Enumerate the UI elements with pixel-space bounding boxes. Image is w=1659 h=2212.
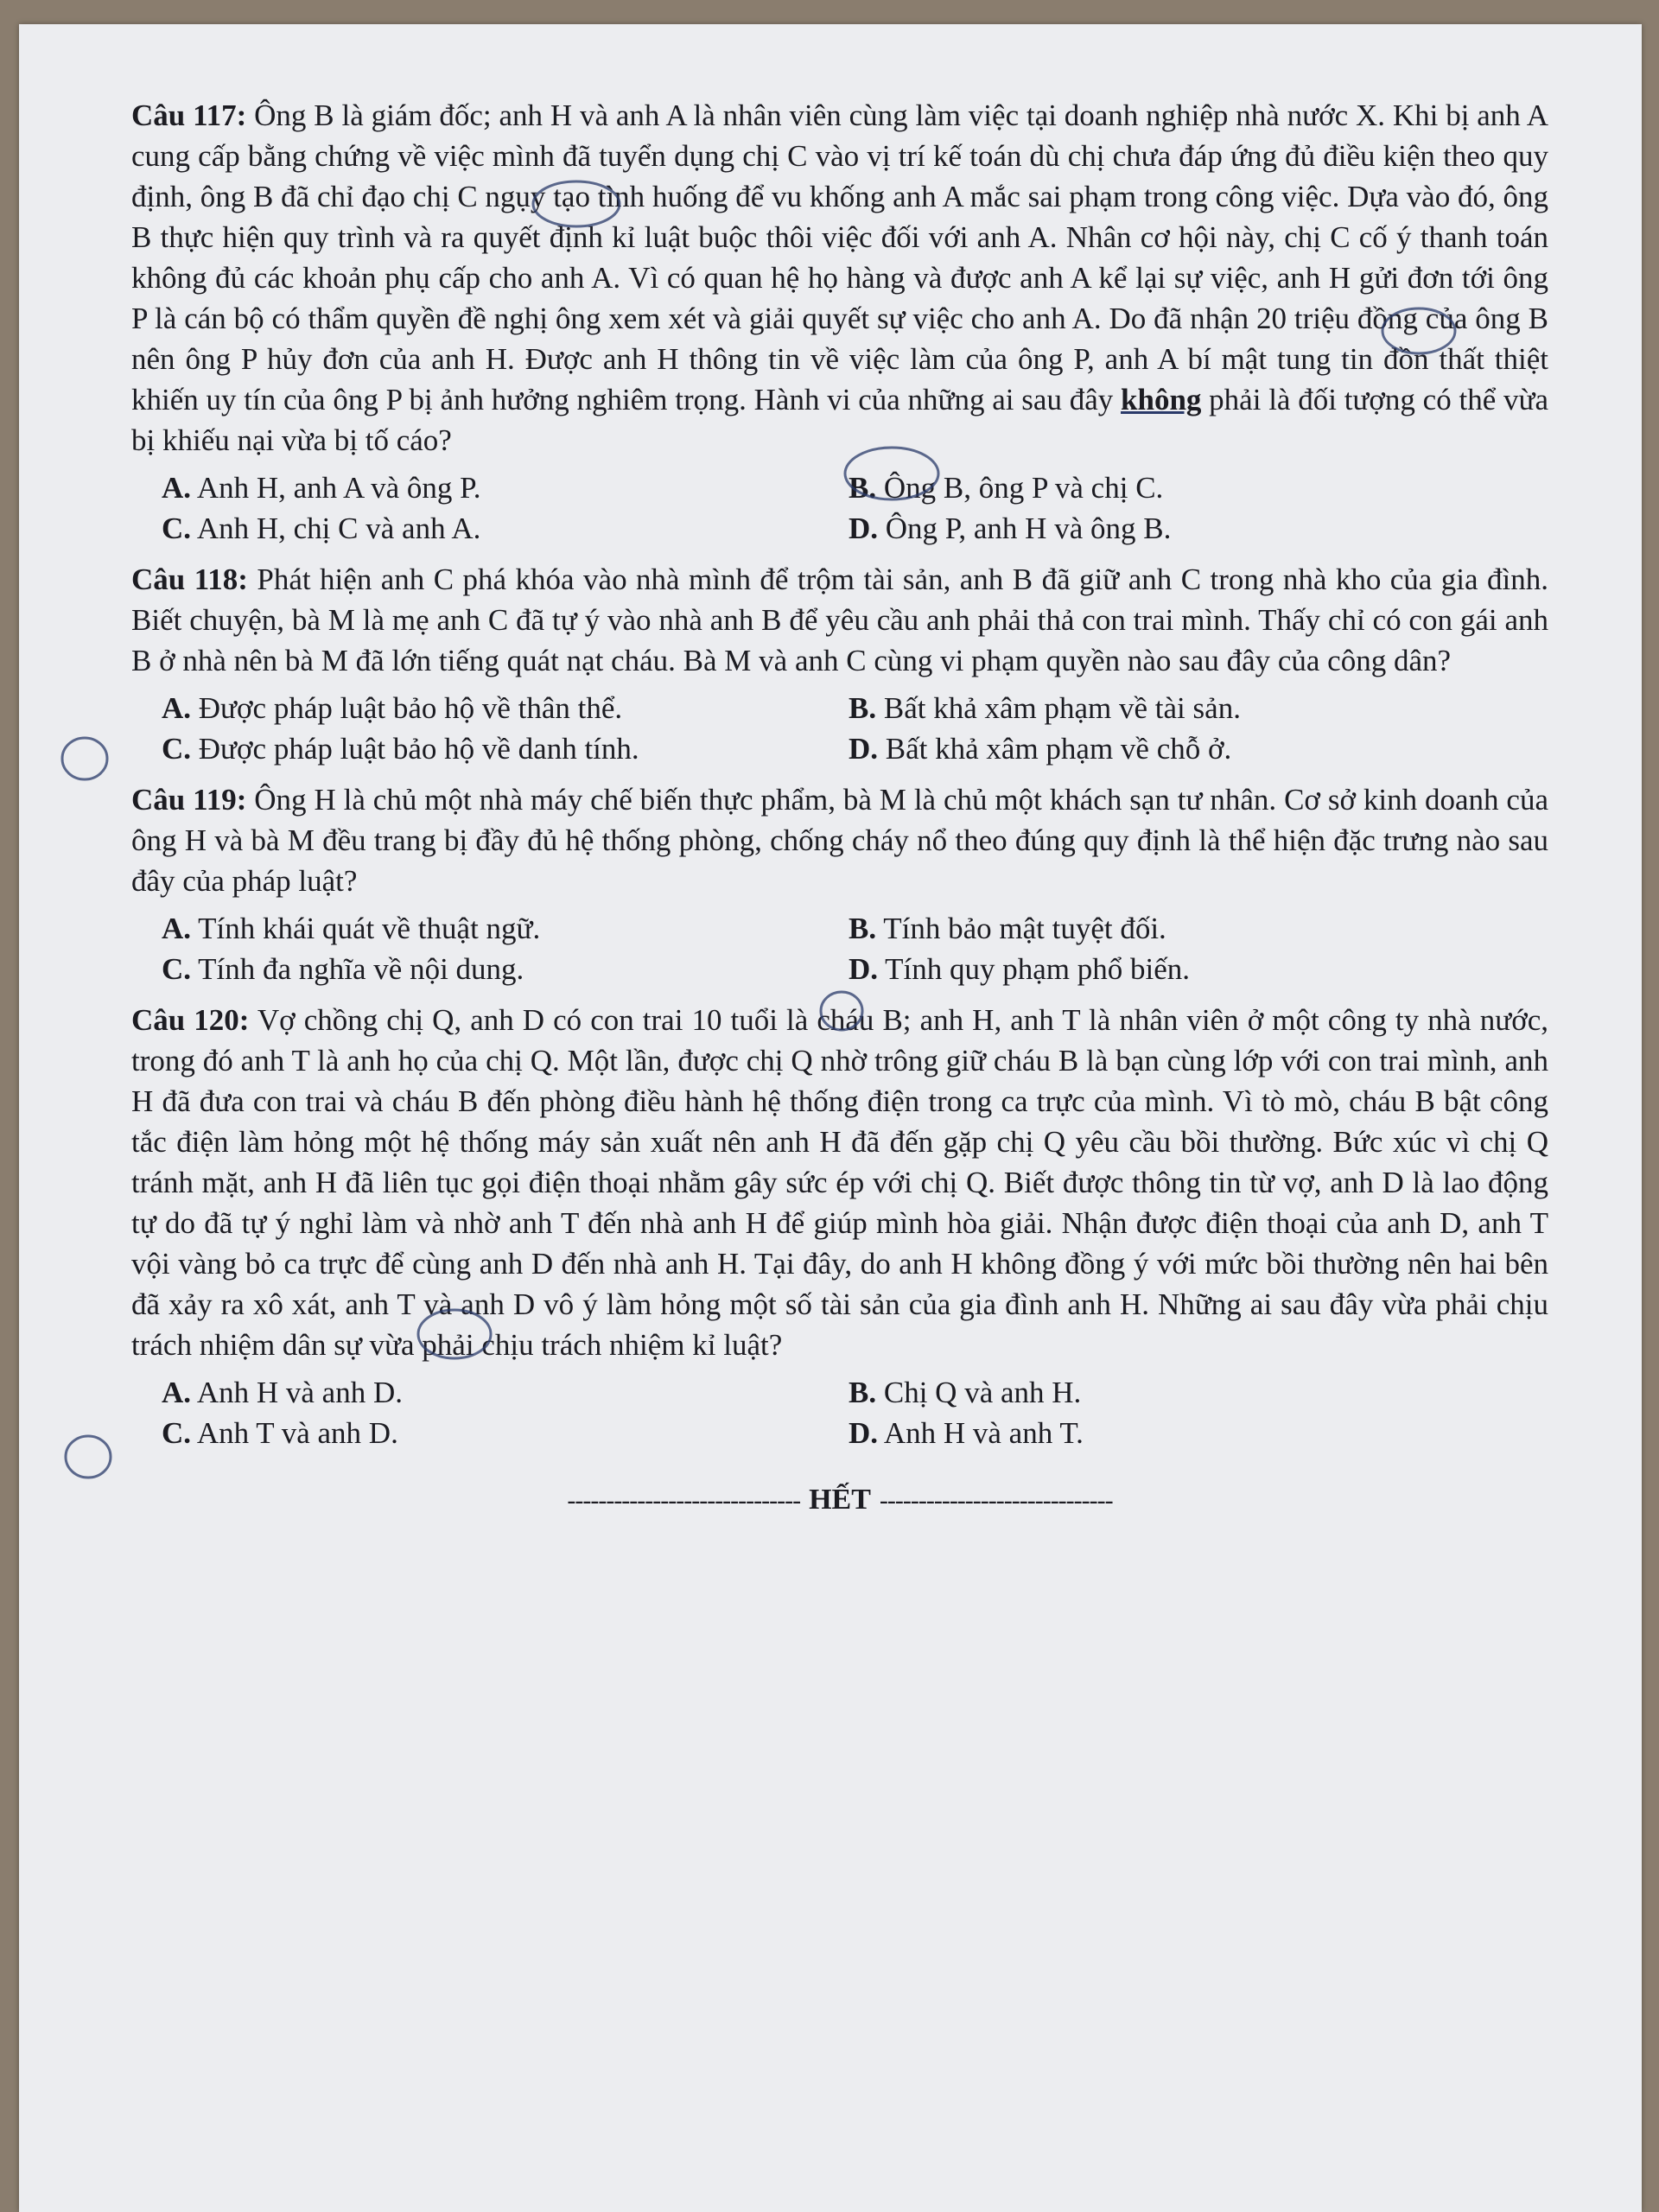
option-letter: C.	[162, 512, 192, 545]
option-letter: C.	[162, 952, 192, 986]
option-text: Được pháp luật bảo hộ về danh tính.	[191, 732, 639, 766]
option-letter: A.	[162, 912, 192, 945]
option-a[interactable]	[131, 467, 818, 508]
question-119	[131, 779, 1548, 901]
option-b[interactable]	[818, 1372, 1548, 1413]
option-d[interactable]	[818, 949, 1548, 989]
question-number: Câu 120:	[131, 1003, 250, 1037]
question-text: Ông H là chủ một nhà máy chế biến thực phẩm, bà M là chủ một khách sạn tư nhân. Cơ sở kinh doanh của ông H và bà M đều trang bị đầy đủ hệ thống phòng, chống cháy nổ theo đúng quy định là thể hiện đặc trưng nào sau đây của pháp luật?	[131, 783, 1549, 898]
option-text: Tính quy phạm phổ biến.	[878, 952, 1191, 986]
option-b[interactable]	[818, 467, 1548, 508]
option-letter: D.	[849, 732, 879, 766]
option-a[interactable]	[131, 1372, 818, 1413]
question-120-options	[131, 1372, 1548, 1453]
option-letter: B.	[849, 912, 877, 945]
question-117	[131, 95, 1548, 461]
question-text: Vợ chồng chị Q, anh D có con trai 10 tuổi là cháu B; anh H, anh T là nhân viên ở một công ty nhà nước, trong đó anh T là anh họ của chị Q. Một lần, được chị Q nhờ trông giữ cháu B là bạn cùng lớp với con trai mình, anh H đã đưa con trai và cháu B đến phòng điều hành hệ thống điện trong ca trực của mình. Vì tò mò, cháu B bật công tắc điện làm hỏng một hệ thống máy sản xuất nên anh H đã đến gặp chị Q yêu cầu bồi thường. Bức xúc vì chị Q tránh mặt, anh H đã liên tục gọi điện thoại nhằm gây sức ép với chị Q. Biết được thông tin từ vợ, anh D là lao động tự do đã tự ý nghỉ làm và nhờ anh T đến nhà anh H để giúp mình hòa giải. Nhận được điện thoại của anh D, anh T vội vàng bỏ ca trực để cùng anh D đến nhà anh H. Tại đây, do anh H không đồng ý với mức bồi thường nên hai bên đã xảy ra xô xát, anh T và anh D vô ý làm hỏng một số tài sản của gia đình anh H. Những ai sau đây vừa phải chịu trách nhiệm dân sự vừa phải chịu trách nhiệm kỉ luật?	[131, 1003, 1548, 1362]
question-number: Câu 118:	[131, 563, 248, 596]
question-text: Ông B là giám đốc; anh H và anh A là nhân viên cùng làm việc tại doanh nghiệp nhà nước X. Khi bị anh A cung cấp bằng chứng về việc mình đã tuyển dụng chị C vào vị trí kế toán dù chị chưa đáp ứng đủ điều kiện theo quy định, ông B đã chỉ đạo chị C ngụy tạo tình huống để vu khống anh A mắc sai phạm trong công việc. Dựa vào đó, ông B thực hiện quy trình và ra quyết định kỉ luật buộc thôi việc đối với anh A. Nhân cơ hội này, chị C cố ý thanh toán không đủ các khoản phụ cấp cho anh A. Vì có quan hệ họ hàng và được anh A kể lại sự việc, anh H gửi đơn tới ông P là cán bộ có thẩm quyền đề nghị ông xem xét và giải quyết sự việc cho anh A. Do đã nhận 20 triệu đồng của ông B nên ông P hủy đơn của anh H. Được anh H thông tin về việc làm của ông P, anh A bí mật tung tin đồn thất thiệt khiến uy tín của ông P bị ảnh hưởng nghiêm trọng. Hành vi của những ai sau đây	[131, 99, 1548, 416]
question-117-options	[131, 467, 1548, 549]
option-text: Chị Q và anh H.	[876, 1376, 1082, 1409]
question-119-options	[131, 908, 1548, 989]
option-b[interactable]	[818, 688, 1548, 728]
option-letter: C.	[162, 732, 192, 766]
question-118	[131, 559, 1548, 681]
option-a[interactable]	[131, 908, 818, 949]
end-dashes-right: ------------------------------	[879, 1486, 1113, 1515]
option-a[interactable]	[131, 688, 818, 728]
option-letter: D.	[849, 1416, 879, 1450]
question-120	[131, 1000, 1548, 1365]
option-text: Anh T và anh D.	[191, 1416, 398, 1450]
option-c[interactable]	[131, 949, 818, 989]
end-dashes-left: ------------------------------	[567, 1486, 801, 1515]
option-c[interactable]	[131, 508, 818, 549]
option-c[interactable]	[131, 728, 818, 769]
exam-page	[19, 24, 1642, 2212]
option-text: Tính khái quát về thuật ngữ.	[191, 912, 541, 945]
option-text: Bất khả xâm phạm về tài sản.	[876, 691, 1241, 725]
exam-content	[131, 95, 1548, 1521]
option-d[interactable]	[818, 728, 1548, 769]
pen-circle-mark	[62, 738, 107, 779]
option-text: Được pháp luật bảo hộ về thân thể.	[191, 691, 623, 725]
option-text: Bất khả xâm phạm về chỗ ở.	[878, 732, 1232, 766]
question-text-end: phải là đối tượng có thể vừa bị khiếu nại vừa bị tố cáo?	[131, 383, 1548, 457]
option-text: Ông B, ông P và chị C.	[876, 471, 1164, 505]
option-letter: B.	[849, 1376, 877, 1409]
question-text: Phát hiện anh C phá khóa vào nhà mình để trộm tài sản, anh B đã giữ anh C trong nhà kho của gia đình. Biết chuyện, bà M là mẹ anh C đã tự ý vào nhà anh B để yêu cầu anh phải thả con trai mình. Thấy chỉ có con gái anh B ở nhà nên bà M đã lớn tiếng quát nạt cháu. Bà M và anh C cùng vi phạm quyền nào sau đây của công dân?	[131, 563, 1548, 677]
option-text: Anh H, chị C và anh A.	[191, 512, 481, 545]
question-number: Câu 117:	[131, 99, 247, 132]
end-label: HẾT	[809, 1484, 871, 1516]
option-letter: C.	[162, 1416, 192, 1450]
option-d[interactable]	[818, 1413, 1548, 1453]
option-text: Tính đa nghĩa về nội dung.	[191, 952, 524, 986]
question-118-options	[131, 688, 1548, 769]
pen-circle-mark	[66, 1436, 111, 1478]
option-letter: A.	[162, 691, 192, 725]
option-letter: B.	[849, 471, 877, 505]
question-emphasis: không	[1121, 383, 1202, 416]
option-text: Tính bảo mật tuyệt đối.	[876, 912, 1166, 945]
question-number: Câu 119:	[131, 783, 247, 817]
option-b[interactable]	[818, 908, 1548, 949]
option-letter: B.	[849, 691, 877, 725]
option-letter: A.	[162, 471, 192, 505]
option-letter: A.	[162, 1376, 192, 1409]
end-marker	[131, 1479, 1548, 1521]
option-c[interactable]	[131, 1413, 818, 1453]
option-text: Anh H và anh D.	[191, 1376, 403, 1409]
option-d[interactable]	[818, 508, 1548, 549]
option-text: Anh H, anh A và ông P.	[191, 471, 481, 505]
option-letter: D.	[849, 952, 879, 986]
option-text: Ông P, anh H và ông B.	[878, 512, 1172, 545]
option-text: Anh H và anh T.	[878, 1416, 1084, 1450]
option-letter: D.	[849, 512, 879, 545]
